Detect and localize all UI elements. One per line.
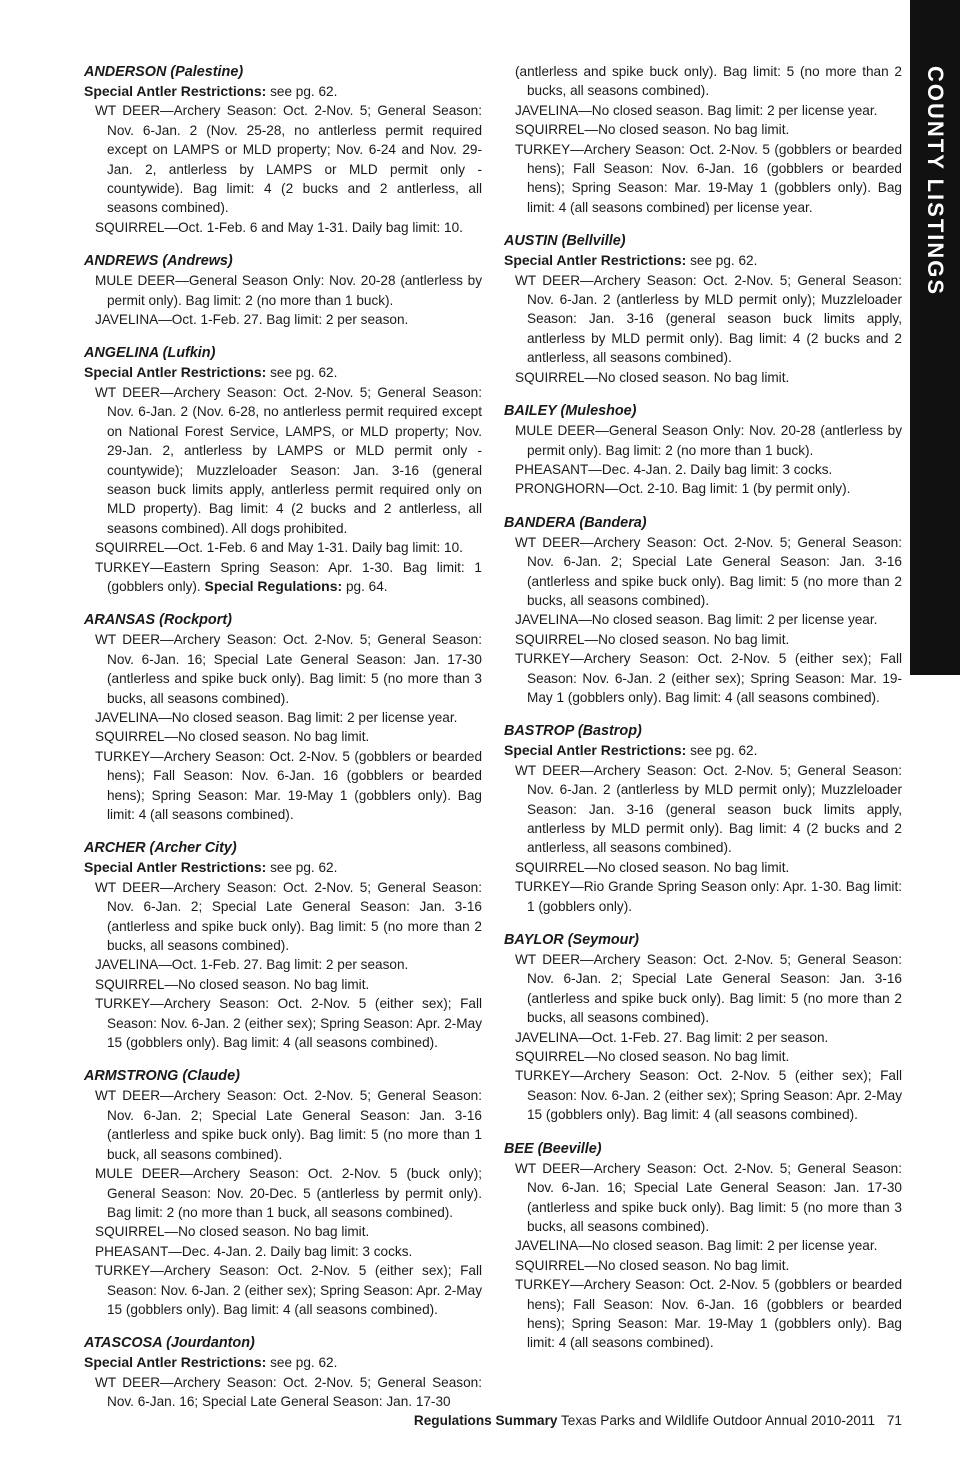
- page-number: 71: [886, 1413, 902, 1428]
- species-entry-text: SQUIRREL—No closed season. No bag limit.: [95, 976, 370, 992]
- county-block: [84, 62, 482, 237]
- species-entry-text: PHEASANT—Dec. 4-Jan. 2. Daily bag limit: 3 cocks.: [515, 461, 833, 477]
- species-entry: [84, 383, 482, 538]
- species-entry-text: SQUIRREL—No closed season. No bag limit.: [515, 1257, 790, 1273]
- species-entry-text: SQUIRREL—No closed season. No bag limit.: [95, 729, 370, 745]
- species-entry-text: MULE DEER—Archery Season: Oct. 2-Nov. 5 (buck only); General Season: Nov. 20-Dec. 5 (antlerless by permit only). Bag limit: 2 (no more than 1 buck, all seasons combined).: [95, 1166, 482, 1220]
- species-entry-text: (antlerless and spike buck only). Bag limit: 5 (no more than 2 bucks, all seasons combined).: [515, 64, 902, 99]
- county-block: [84, 251, 482, 329]
- species-entry-text: WT DEER—Archery Season: Oct. 2-Nov. 5; General Season: Nov. 6-Jan. 2; Special Late General Season: Jan. 3-16 (antlerless and spike buck only). Bag limit: 5 (no more than 2 bucks, all seasons combined).: [95, 879, 482, 954]
- species-entry: [504, 460, 902, 479]
- right-column: [504, 62, 902, 1367]
- species-entry: [84, 310, 482, 329]
- county-heading: ANDERSON (Palestine): [84, 64, 244, 80]
- species-entry-text: SQUIRREL—No closed season. No bag limit.: [515, 1049, 790, 1065]
- species-entry: [504, 62, 902, 101]
- county-heading: BASTROP (Bastrop): [504, 723, 642, 740]
- species-entry: [504, 101, 902, 120]
- county-heading: ARCHER (Archer City): [84, 840, 237, 857]
- species-entry: [84, 1242, 482, 1261]
- species-entry: [504, 950, 902, 1028]
- species-entry-text: JAVELINA—Oct. 1-Feb. 27. Bag limit: 2 per season.: [515, 1029, 829, 1045]
- county-block: [84, 610, 482, 824]
- antler-restriction-line: [84, 363, 482, 382]
- species-entry-text: WT DEER—Archery Season: Oct. 2-Nov. 5; General Season: Nov. 6-Jan. 2 (Nov. 25-28, no antlerless permit required except on LAMPS or MLD property; Nov. 6-24 and Nov. 29-Jan. 2, antlerless by LAMPS or MLD permit only - countywide). Bag limit: 4 (2 bucks and 2 antlerless, all seasons combined).: [95, 103, 482, 216]
- species-entry-text: PRONGHORN—Oct. 2-10. Bag limit: 1 (by permit only).: [515, 481, 851, 497]
- species-entry-text: WT DEER—Archery Season: Oct. 2-Nov. 5; General Season: Nov. 6-Jan. 16; Special Late General Season: Jan. 17-30 (antlerless and spike buck only). Bag limit: 5 (no more than 3 bucks, all seasons combined).: [515, 1160, 902, 1234]
- antler-restriction-text: see pg. 62.: [690, 253, 758, 269]
- species-entry-text: WT DEER—Archery Season: Oct. 2-Nov. 5; General Season: Nov. 6-Jan. 16; Special Late General Season: Jan. 17-30: [95, 1374, 482, 1410]
- county-heading: BANDERA (Bandera): [504, 514, 647, 531]
- species-entry-text: TURKEY—Archery Season: Oct. 2-Nov. 5 (either sex); Fall Season: Nov. 6-Jan. 2 (either sex); Spring Season: Apr. 2-May 15 (gobblers only). Bag limit: 4 (all seasons combined).: [95, 996, 482, 1051]
- county-block: [84, 1333, 482, 1411]
- species-entry: [84, 708, 482, 727]
- species-entry: [504, 877, 902, 916]
- species-entry-text: JAVELINA—No closed season. Bag limit: 2 per license year.: [515, 1238, 878, 1254]
- species-entry: [504, 1159, 902, 1237]
- county-block: [504, 513, 902, 708]
- county-block: [504, 62, 902, 217]
- antler-restriction-label: Special Antler Restrictions:: [84, 364, 267, 381]
- species-entry-text: SQUIRREL—No closed season. No bag limit.: [515, 631, 790, 647]
- section-side-tab-label: COUNTY LISTINGS: [923, 66, 948, 297]
- species-entry: [84, 747, 482, 825]
- species-entry: [84, 538, 482, 557]
- antler-restriction-label: Special Antler Restrictions:: [504, 742, 687, 759]
- species-entry: [84, 1222, 482, 1241]
- species-entry: [84, 630, 482, 708]
- species-entry: [504, 1236, 902, 1255]
- antler-restriction-label: Special Antler Restrictions:: [504, 252, 687, 269]
- antler-restriction-label: Special Antler Restrictions:: [84, 1354, 267, 1371]
- county-block: [84, 1066, 482, 1319]
- species-entry-text: SQUIRREL—No closed season. No bag limit.: [515, 122, 790, 138]
- species-entry-text: WT DEER—Archery Season: Oct. 2-Nov. 5; General Season: Nov. 6-Jan. 2; Special Late General Season: Jan. 3-16 (antlerless and spike buck only). Bag limit: 5 (no more than 1 buck, all seasons combined).: [95, 1088, 482, 1162]
- county-heading: ATASCOSA (Jourdanton): [84, 1335, 255, 1352]
- species-entry: [504, 1066, 902, 1124]
- species-entry-text: JAVELINA—Oct. 1-Feb. 27. Bag limit: 2 per season.: [95, 957, 409, 973]
- county-block: [84, 838, 482, 1052]
- species-entry-text: TURKEY—Archery Season: Oct. 2-Nov. 5 (either sex); Fall Season: Nov. 6-Jan. 2 (either sex); Spring Season: Mar. 19-May 1 (gobblers only). Bag limit: 4 (all seasons combined).: [515, 651, 902, 705]
- species-entry: [504, 368, 902, 387]
- species-entry: [504, 1256, 902, 1275]
- special-regulations-label: Special Regulations:: [204, 577, 343, 594]
- species-entry-text: JAVELINA—Oct. 1-Feb. 27. Bag limit: 2 per season.: [95, 312, 409, 328]
- species-entry: [84, 1373, 482, 1412]
- section-side-tab: [910, 0, 960, 675]
- species-entry: [504, 858, 902, 877]
- species-entry: [84, 1086, 482, 1164]
- footer-publication-title: Texas Parks and Wildlife Outdoor Annual 2010-2011: [560, 1413, 876, 1428]
- species-entry-text: TURKEY—Rio Grande Spring Season only: Apr. 1-30. Bag limit: 1 (gobblers only).: [515, 879, 902, 914]
- species-entry-text: TURKEY—Archery Season: Oct. 2-Nov. 5 (either sex); Fall Season: Nov. 6-Jan. 2 (either sex); Spring Season: Apr. 2-May 15 (gobblers only). Bag limit: 4 (all seasons combined).: [515, 1068, 902, 1123]
- antler-restriction-line: [84, 1353, 482, 1372]
- species-entry: [504, 421, 902, 460]
- county-block: [504, 721, 902, 916]
- county-block: [504, 231, 902, 387]
- antler-restriction-label: Special Antler Restrictions:: [84, 83, 267, 99]
- species-entry: [504, 479, 902, 498]
- species-entry-text: WT DEER—Archery Season: Oct. 2-Nov. 5; General Season: Nov. 6-Jan. 2; Special Late General Season: Jan. 3-16 (antlerless and spike buck only). Bag limit: 5 (no more than 2 bucks, all seasons combined).: [515, 952, 902, 1026]
- antler-restriction-line: [84, 858, 482, 877]
- species-entry-text: WT DEER—Archery Season: Oct. 2-Nov. 5; General Season: Nov. 6-Jan. 2 (antlerless by MLD permit only); Muzzleloader Season: Jan. 3-16 (general season buck limits apply, antlerless by MLD permit only). Bag limit: 4 (2 bucks and 2 antlerless, all seasons combined).: [515, 272, 902, 366]
- species-entry-text: PHEASANT—Dec. 4-Jan. 2. Daily bag limit: 3 cocks.: [95, 1243, 413, 1259]
- species-entry-text: SQUIRREL—No closed season. No bag limit.: [515, 369, 790, 385]
- species-entry-text: TURKEY—Archery Season: Oct. 2-Nov. 5 (either sex); Fall Season: Nov. 6-Jan. 2 (either sex); Spring Season: Apr. 2-May 15 (gobblers only). Bag limit: 4 (all seasons combined).: [95, 1263, 482, 1317]
- species-entry-text: TURKEY—Archery Season: Oct. 2-Nov. 5 (gobblers or bearded hens); Fall Season: Nov. 6-Jan. 16 (gobblers or bearded hens); Spring Season: Mar. 19-May 1 (gobblers only). Bag limit: 4 (all seasons combined).: [515, 1277, 902, 1351]
- species-entry: [84, 218, 482, 237]
- species-entry-text: SQUIRREL—Oct. 1-Feb. 6 and May 1-31. Daily bag limit: 10.: [95, 219, 463, 235]
- county-heading: BAYLOR (Seymour): [504, 932, 639, 949]
- species-entry: [84, 955, 482, 974]
- species-entry: [84, 878, 482, 956]
- county-heading: BEE (Beeville): [504, 1140, 602, 1157]
- species-entry: [504, 761, 902, 858]
- species-entry-text: SQUIRREL—Oct. 1-Feb. 6 and May 1-31. Daily bag limit: 10.: [95, 540, 463, 556]
- antler-restriction-text: see pg. 62.: [270, 1355, 338, 1371]
- species-entry: [504, 120, 902, 139]
- county-heading: ANDREWS (Andrews): [84, 253, 233, 270]
- species-entry-text: WT DEER—Archery Season: Oct. 2-Nov. 5; General Season: Nov. 6-Jan. 16; Special Late General Season: Jan. 17-30 (antlerless and spike buck only). Bag limit: 5 (no more than 3 bucks, all seasons combined).: [95, 632, 482, 706]
- species-entry: [504, 1028, 902, 1047]
- left-column: [84, 62, 482, 1426]
- species-entry-text: JAVELINA—No closed season. Bag limit: 2 per license year.: [515, 612, 878, 628]
- species-entry: [84, 1261, 482, 1319]
- species-entry: [84, 558, 482, 597]
- special-regulations-text: pg. 64.: [345, 578, 388, 594]
- species-entry: [84, 727, 482, 746]
- antler-restriction-text: see pg. 62.: [270, 84, 338, 99]
- species-entry: [84, 271, 482, 310]
- species-entry: [504, 140, 902, 218]
- species-entry: [84, 994, 482, 1052]
- species-entry: [504, 630, 902, 649]
- antler-restriction-text: see pg. 62.: [270, 860, 338, 876]
- footer-publication-label: Regulations Summary: [413, 1413, 558, 1428]
- county-heading: BAILEY (Muleshoe): [504, 403, 637, 420]
- species-entry-text: TURKEY—Archery Season: Oct. 2-Nov. 5 (gobblers or bearded hens); Fall Season: Nov. 6-Jan. 16 (gobblers or bearded hens); Spring Season: Mar. 19-May 1 (gobblers only). Bag limit: 4 (all seasons combined) per license year.: [515, 141, 902, 215]
- county-block: [504, 1139, 902, 1353]
- species-entry-text: JAVELINA—No closed season. Bag limit: 2 per license year.: [515, 102, 878, 118]
- species-entry: [84, 101, 482, 217]
- species-entry: [504, 533, 902, 611]
- species-entry-text: SQUIRREL—No closed season. No bag limit.: [95, 1224, 370, 1240]
- species-entry-text: WT DEER—Archery Season: Oct. 2-Nov. 5; General Season: Nov. 6-Jan. 2 (antlerless by MLD permit only); Muzzleloader Season: Jan. 3-16 (general season buck limits apply, antlerless by MLD permit only). Bag limit: 4 (2 bucks and 2 antlerless, all seasons combined).: [515, 762, 902, 856]
- county-block: [504, 930, 902, 1125]
- species-entry: [504, 1047, 902, 1066]
- species-entry: [84, 1164, 482, 1222]
- species-entry-text: TURKEY—Eastern Spring Season: Apr. 1-30. Bag limit: 1 (gobblers only).: [95, 559, 482, 594]
- antler-restriction-line: [504, 741, 902, 760]
- antler-restriction-line: [84, 82, 482, 101]
- species-entry-text: SQUIRREL—No closed season. No bag limit.: [515, 859, 790, 875]
- antler-restriction-line: [504, 251, 902, 270]
- county-heading: ANGELINA (Lufkin): [84, 345, 216, 362]
- antler-restriction-label: Special Antler Restrictions:: [84, 859, 267, 876]
- antler-restriction-text: see pg. 62.: [270, 365, 338, 381]
- species-entry-text: WT DEER—Archery Season: Oct. 2-Nov. 5; General Season: Nov. 6-Jan. 2; Special Late General Season: Jan. 3-16 (antlerless and spike buck only). Bag limit: 5 (no more than 2 bucks, all seasons combined).: [515, 534, 902, 608]
- county-heading: AUSTIN (Bellville): [504, 233, 626, 250]
- species-entry: [504, 610, 902, 629]
- species-entry: [84, 975, 482, 994]
- species-entry-text: MULE DEER—General Season Only: Nov. 20-28 (antlerless by permit only). Bag limit: 2 (no more than 1 buck).: [515, 423, 902, 458]
- county-heading: ARANSAS (Rockport): [84, 612, 232, 629]
- species-entry: [504, 1275, 902, 1353]
- species-entry: [504, 649, 902, 707]
- species-entry-text: JAVELINA—No closed season. Bag limit: 2 per license year.: [95, 709, 458, 725]
- county-block: [84, 343, 482, 596]
- page-footer: [0, 1413, 902, 1428]
- species-entry-text: MULE DEER—General Season Only: Nov. 20-28 (antlerless by permit only). Bag limit: 2 (no more than 1 buck).: [95, 273, 482, 308]
- species-entry-text: TURKEY—Archery Season: Oct. 2-Nov. 5 (gobblers or bearded hens); Fall Season: Nov. 6-Jan. 16 (gobblers or bearded hens); Spring Season: Mar. 19-May 1 (gobblers only). Bag limit: 4 (all seasons combined).: [95, 748, 482, 822]
- species-entry-text: WT DEER—Archery Season: Oct. 2-Nov. 5; General Season: Nov. 6-Jan. 2 (Nov. 6-28, no antlerless permit required except on National Forest Service, LAMPS, or MLD property; Nov. 29-Jan. 2, antlerless by LAMPS or MLD permit only - countywide); Muzzleloader Season: Jan. 3-16 (general season buck limits apply, antlerless permit required only on MLD property). Bag limit: 4 (2 bucks and 2 antlerless, all seasons combined). All dogs prohibited.: [95, 384, 482, 536]
- antler-restriction-text: see pg. 62.: [690, 743, 758, 759]
- county-block: [504, 401, 902, 499]
- county-heading: ARMSTRONG (Claude): [84, 1068, 240, 1085]
- species-entry: [504, 271, 902, 368]
